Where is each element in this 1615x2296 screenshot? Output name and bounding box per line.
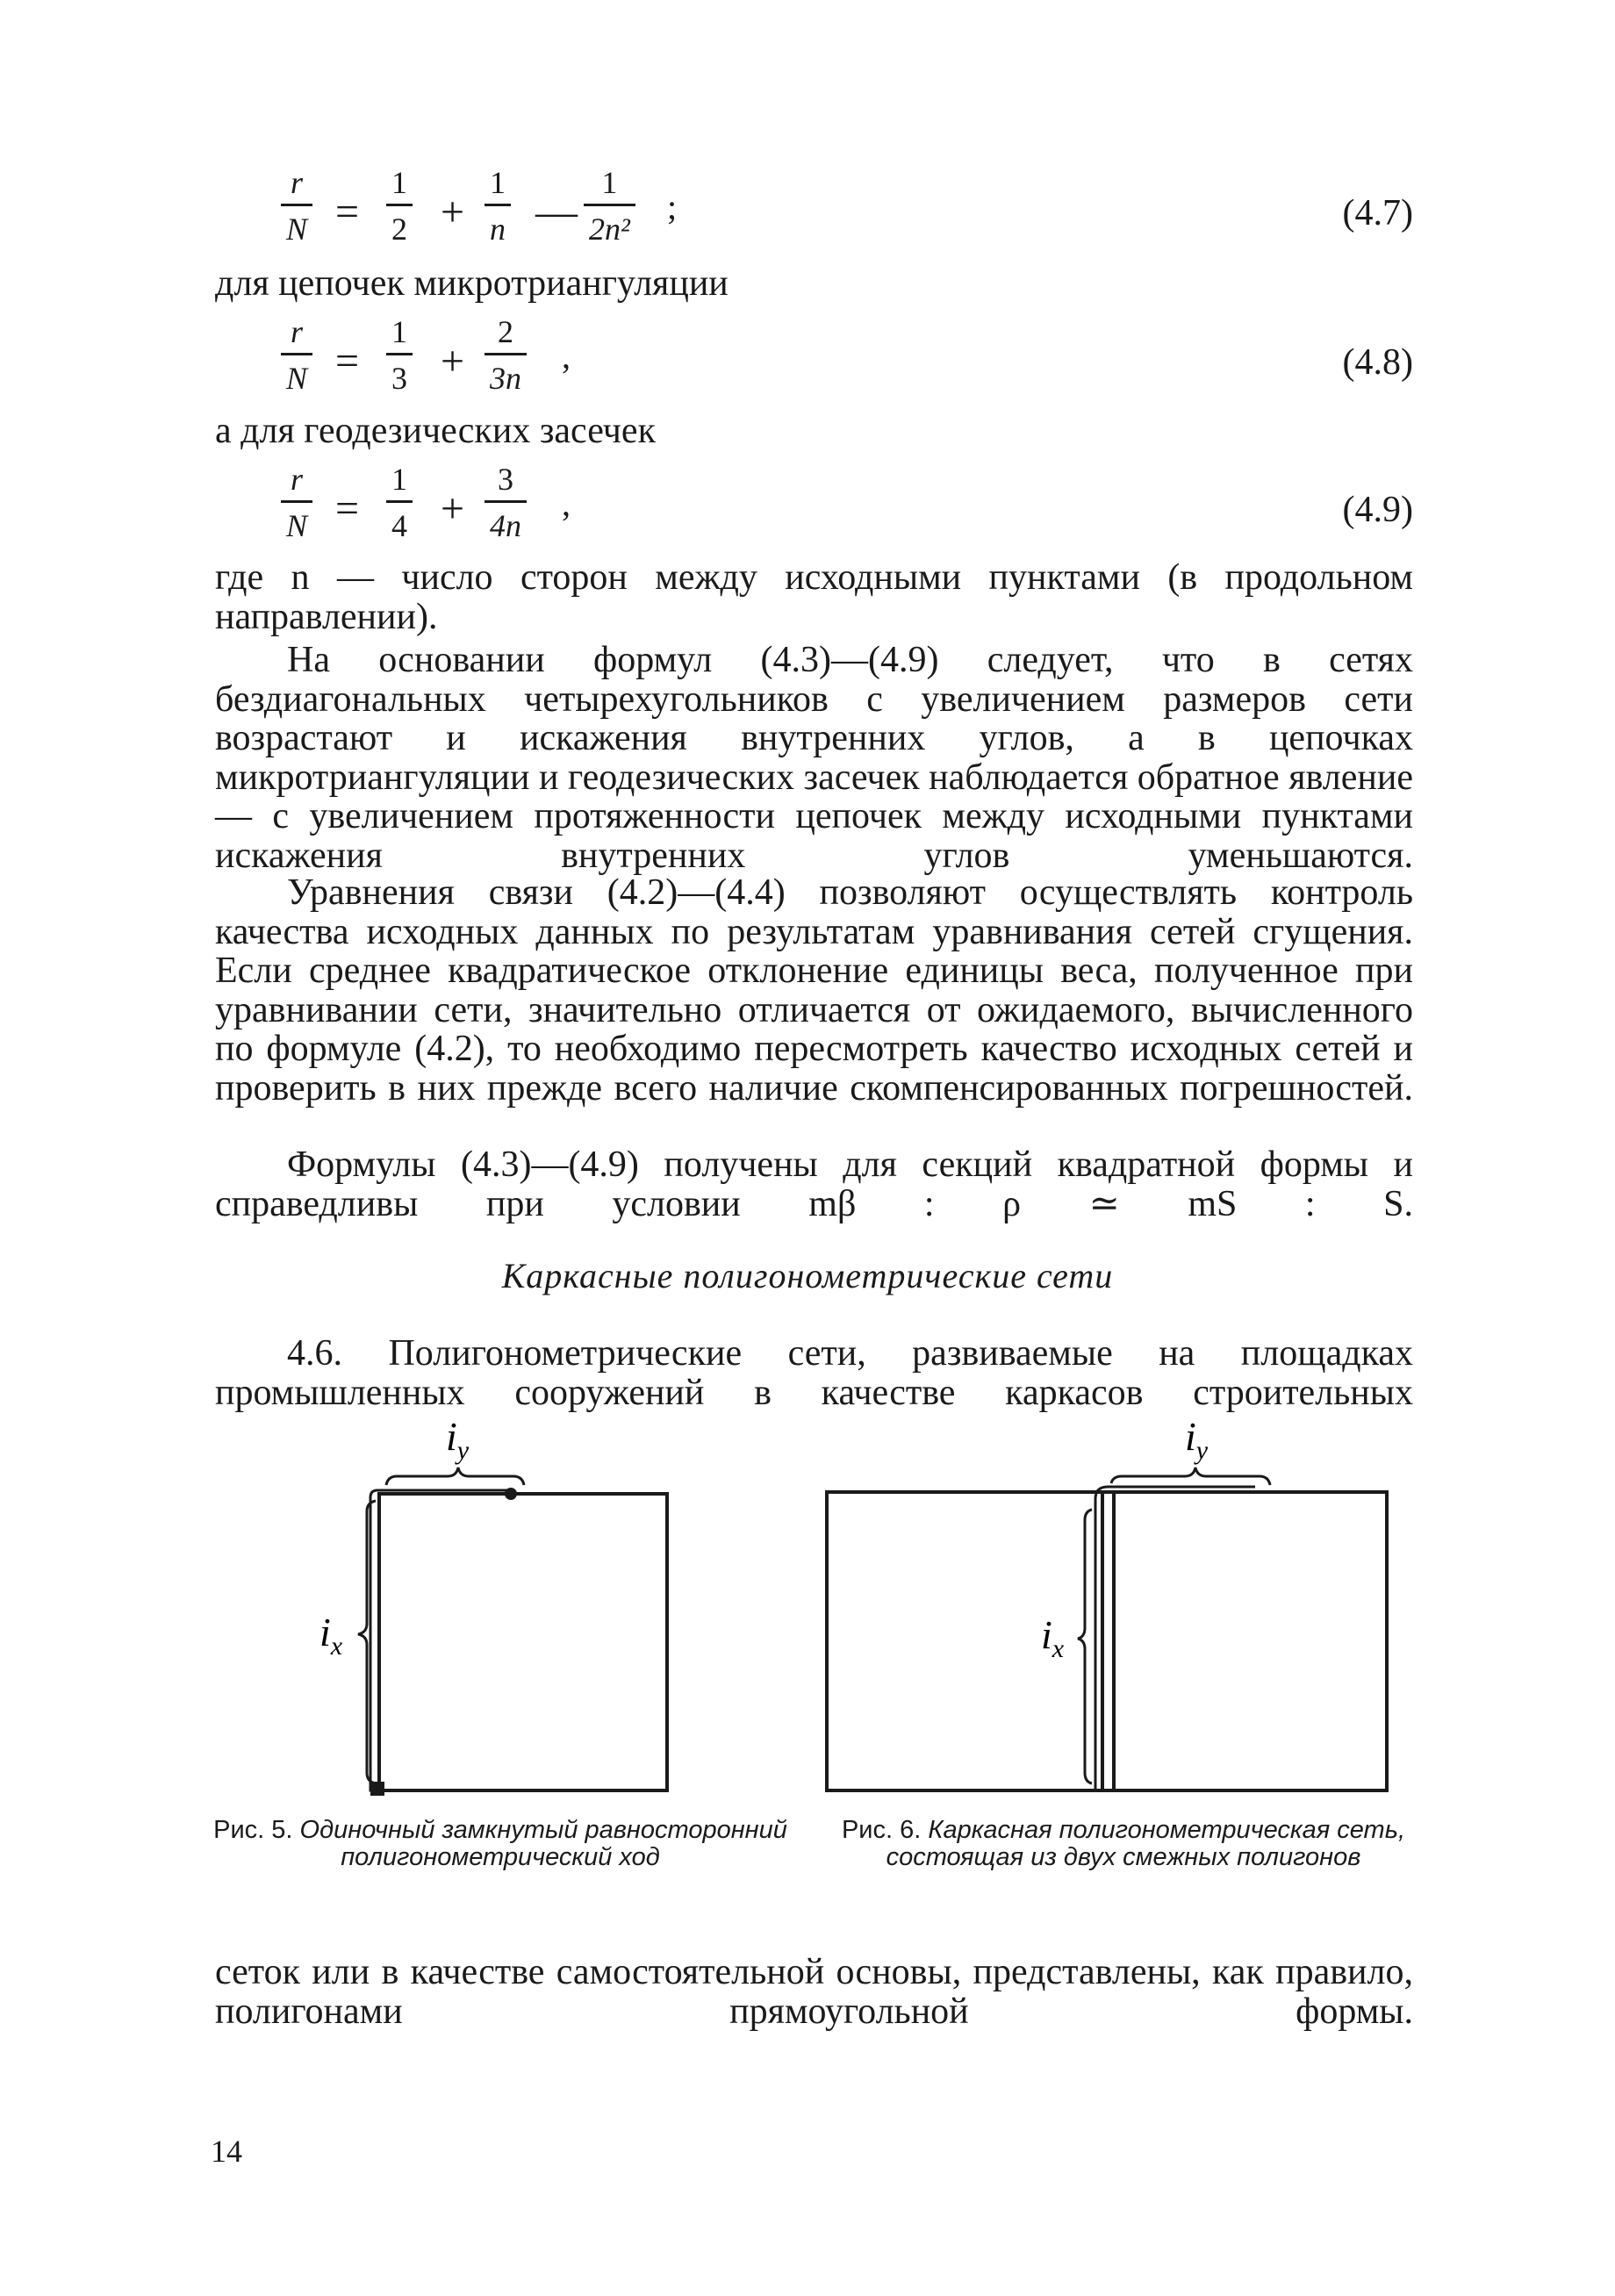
equation-number: (4.8): [1342, 342, 1413, 383]
polygon-square: [379, 1494, 667, 1790]
brace-y: [1111, 1467, 1270, 1485]
fraction-r-over-n: $\frac{r}{N}$: [281, 463, 312, 542]
label-iy: $i_y$: [1185, 1414, 1209, 1465]
figure-5-diagram: [316, 1414, 685, 1808]
formula-4-7: [281, 167, 1413, 263]
fraction-term-1: $\frac{1}{4}$: [386, 463, 413, 542]
minus-sign: —: [535, 189, 578, 235]
equation-number: (4.7): [1342, 193, 1413, 233]
fraction-r-over-n: $\frac{r}{N}$: [281, 316, 312, 394]
figure-6-caption: Рис. 6. Каркасная полигонометрическая сеть, состоящая из двух смежных полигонов: [841, 1816, 1406, 1871]
fraction-term-2: $\frac{2}{3n}$: [484, 316, 527, 394]
fraction-term-1: $\frac{1}{2}$: [386, 167, 413, 245]
station-point: [505, 1488, 517, 1500]
paragraph-2: Уравнения связи (4.2)—(4.4) позволяют осуществлять контроль качества исходных данных по результатам уравнивания сетей сгущения. Если среднее квадратическое отклонение единицы веса, полученное при уравнивании сети, значительно отличается от ожидаемого, вычисленного по формуле (4.2), то необходимо пересмотреть качество исходных сетей и проверить в них прежде всего наличие скомпенсированных погрешностей.: [215, 872, 1413, 1109]
plus-sign: +: [441, 189, 465, 235]
section-heading: Каркасные полигонометрические сети: [501, 1256, 1114, 1295]
where-clause: где n — число сторон между исходными пунктами (в продольном направлении).: [215, 557, 1413, 637]
formula-tail: ,: [562, 484, 571, 523]
fraction-term-3: $\frac{1}{\text{2n²}}$: [584, 167, 635, 245]
label-ix: $i_x$: [319, 1610, 343, 1661]
formula-tail: ;: [667, 187, 678, 226]
brace-x: [358, 1501, 376, 1783]
label-ix: $i_x$: [1041, 1612, 1065, 1663]
station-point-start: [370, 1782, 384, 1796]
fraction-r-over-n: $\frac{r}{N}$: [281, 167, 312, 245]
page-number: 14: [211, 2134, 242, 2169]
fraction-term-2: $\frac{3}{4n}$: [484, 463, 527, 542]
formula-4-9: [281, 463, 1413, 560]
traverse-path: [370, 1490, 509, 1790]
fraction-term-1: $\frac{1}{3}$: [386, 316, 413, 394]
label-iy: $i_y$: [446, 1414, 470, 1465]
intro-microtriangulation: для цепочек микротриангуляции: [215, 263, 729, 304]
formula-tail: ,: [562, 336, 571, 376]
formula-4-8: [281, 316, 1413, 413]
plus-sign: +: [441, 338, 465, 384]
polygon-right: [1102, 1492, 1387, 1790]
fraction-term-2: $\frac{1}{n}$: [484, 167, 511, 245]
traverse-path: [1095, 1487, 1255, 1790]
figure-6-diagram: [816, 1414, 1404, 1808]
equation-number: (4.9): [1342, 490, 1413, 530]
equals-sign: =: [335, 485, 360, 532]
paragraph-4-start: 4.6. Полигонометрические сети, развиваемые на площадках промышленных сооружений в качестве каркасов строительных: [215, 1333, 1413, 1413]
intro-resection: а для геодезических засечек: [215, 411, 656, 451]
brace-y: [386, 1467, 524, 1485]
equals-sign: =: [335, 189, 360, 235]
paragraph-3: Формулы (4.3)—(4.9) получены для секций квадратной формы и справедливы при условии mβ : ρ ≃ mS : S.: [215, 1144, 1413, 1224]
equals-sign: =: [335, 338, 360, 384]
polygon-left: [827, 1492, 1114, 1790]
figure-5-caption: Рис. 5. Одиночный замкнутый равносторонний полигонометрический ход: [213, 1816, 787, 1871]
paragraph-4-end: сеток или в качестве самостоятельной основы, представлены, как правило, полигонами прямоугольной формы.: [215, 1952, 1413, 2032]
paragraph-1: На основании формул (4.3)—(4.9) следует, что в сетях бездиагональных четырехугольников с увеличением размеров сети возрастают и искажения внутренних углов, а в цепочках микротриангуляции и геодезических засечек наблюдается обратное явление — с увеличением протяженности цепочек между исходными пунктами искажения внутренних углов уменьшаются.: [215, 640, 1413, 876]
brace-x: [1078, 1510, 1092, 1783]
plus-sign: +: [441, 485, 465, 532]
